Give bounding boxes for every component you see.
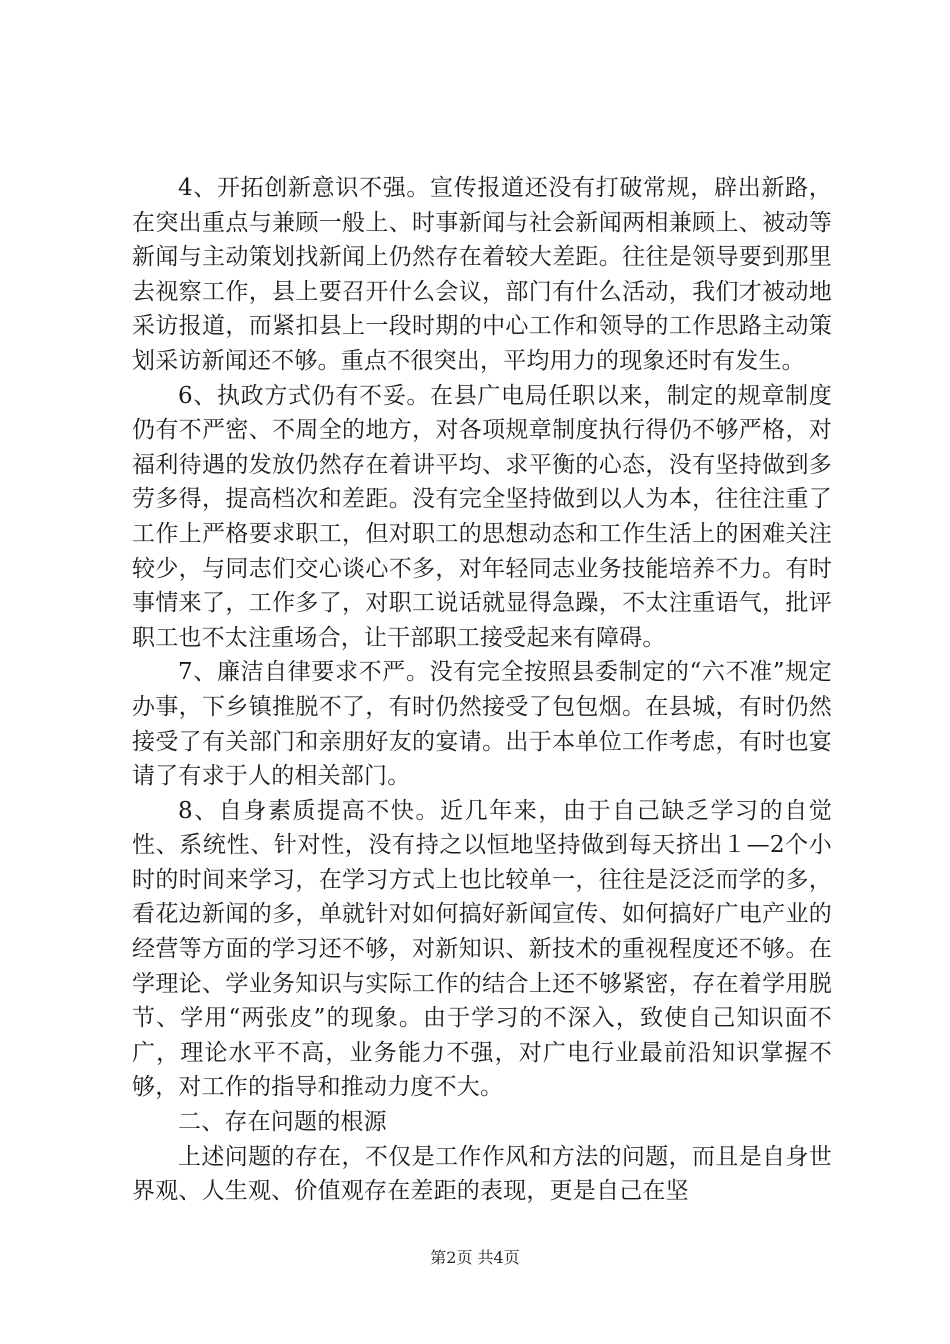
paragraph-root-causes: 上述问题的存在，不仅是工作作风和方法的问题，而且是自身世界观、人生观、价值观存在差距的表现，更是自己在坚	[132, 1143, 832, 1205]
document-body	[132, 171, 832, 1209]
paragraph-item-6: 6、执政方式仍有不妥。在县广电局任职以来，制定的规章制度仍有不严密、不周全的地方，对各项规章制度执行得仍不够严格，对福利待遇的发放仍然存在着讲平均、求平衡的心态，没有坚持做到多劳多得，提高档次和差距。没有完全坚持做到以人为本，往往注重了工作上严格要求职工，但对职工的思想动态和工作生活上的困难关注较少，与同志们交心谈心不多，对年轻同志业务技能培养不力。有时事情来了，工作多了，对职工说话就显得急躁，不太注重语气，批评职工也不太注重场合，让干部职工接受起来有障碍。	[132, 382, 832, 651]
paragraph-item-4: 4、开拓创新意识不强。宣传报道还没有打破常规，辟出新路，在突出重点与兼顾一般上、时事新闻与社会新闻两相兼顾上、被动等新闻与主动策划找新闻上仍然存在着较大差距。往往是领导要到那里去视察工作，县上要召开什么会议，部门有什么活动，我们才被动地采访报道，而紧扣县上一段时期的中心工作和领导的工作思路主动策划采访新闻还不够。重点不很突出，平均用力的现象还时有发生。	[132, 175, 832, 374]
paragraph-item-7: 7、廉洁自律要求不严。没有完全按照县委制定的“六不准”规定办事，下乡镇推脱不了，有时仍然接受了包包烟。在县城，有时仍然接受了有关部门和亲朋好友的宴请。出于本单位工作考虑，有时也宴请了有求于人的相关部门。	[132, 659, 832, 790]
paragraph-item-8: 8、自身素质提高不快。近几年来，由于自己缺乏学习的自觉性、系统性、针对性，没有持之以恒地坚持做到每天挤出１—2个小时的时间来学习，在学习方式上也比较单一，往往是泛泛而学的多，看花边新闻的多，单就针对如何搞好新闻宣传、如何搞好广电产业的经营等方面的学习还不够，对新知识、新技术的重视程度还不够。在学理论、学业务知识与实际工作的结合上还不够紧密，存在着学用脱节、学用“两张皮”的现象。由于学习的不深入，致使自己知识面不广，理论水平不高，业务能力不强，对广电行业最前沿知识掌握不够，对工作的指导和推动力度不大。	[132, 797, 832, 1101]
section-heading: 二、存在问题的根源	[178, 1109, 387, 1136]
page-number-footer: 第2页 共4页	[430, 1248, 520, 1267]
